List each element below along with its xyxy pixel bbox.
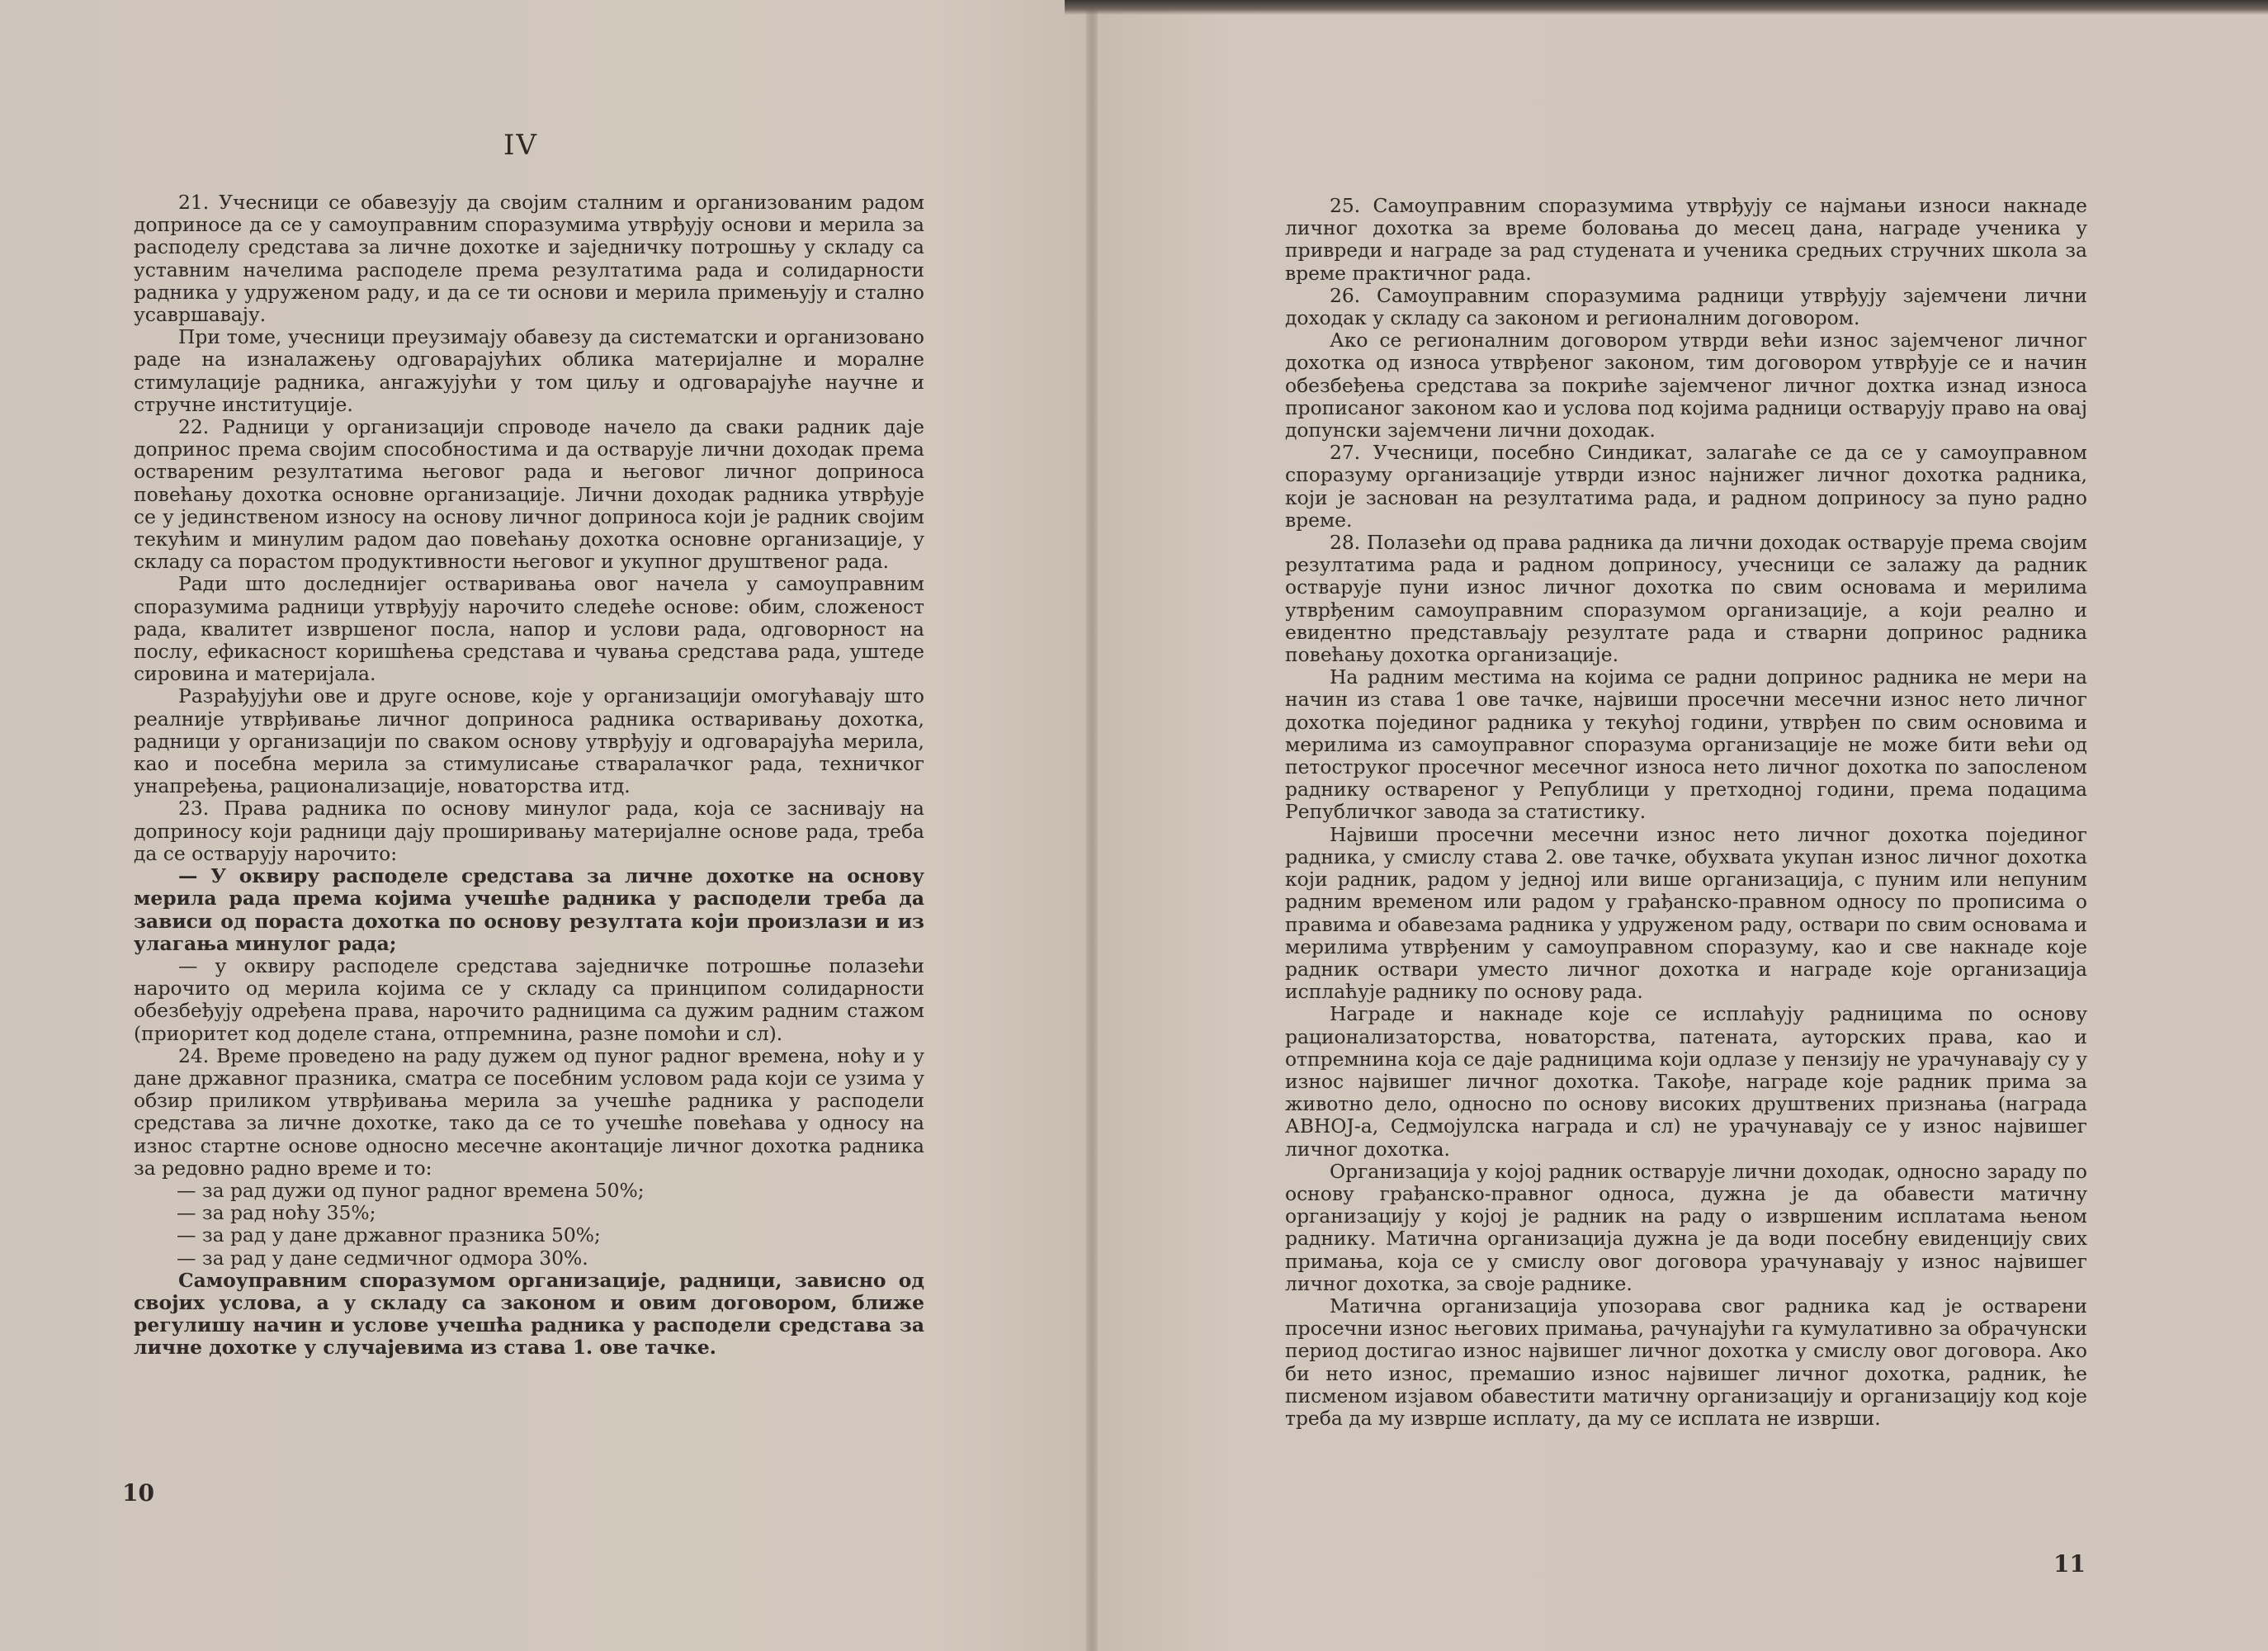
section-heading: IV [503,129,538,162]
list-item: — за рад дужи од пуног радног времена 50%; [177,1178,645,1202]
list-item: — за рад у дане државног празника 50%; [177,1223,601,1247]
paragraph: Разрађујући ове и друге основе, које у организацији омогућавају што реалније утврђивање личног доприноса радника остваривању дохотка, радници у организацији по сваком основу утврђују и одговарајућа мерила, као и посебна мерила за стимулисање стваралачког рада, техничког унапређења, рационализације, новаторства итд. [134,684,924,798]
list-item: — за рад у дане седмичног одмора 30%. [177,1246,588,1270]
paragraph-24: 24. Време проведено на раду дужем од пуног радног времена, ноћу и у дане државног празника, сматра се посебним условом рада који се узима у обзир приликом утврђивања мерила за учешће радника у расподели средстава за личне дохотке, тако да се то учешће повећава у односу на износ стартне основе односно месечне аконтације личног дохотка радника за редовно радно време и то: [134,1043,924,1180]
paragraph-21: 21. Учесници се обавезују да својим сталним и организованим радом доприносе да се у самоуправним споразумима утврђују основи и мерила за расподелу средстава за личне дохотке и заједничку потрошњу у складу са уставним начелима расподеле према резултатима рада и солидарности радника у удруженом раду, и да се ти основи и мерила примењују и стално усавршавају. [134,191,924,327]
paragraph-23: 23. Права радника по основу минулог рада, која се заснивају на доприносу који радници дају проширивању материјалне основе рада, треба да се остварују нарочито: [134,797,924,865]
page-number-right: 11 [2053,1550,2086,1578]
page-edge-shadow [1065,0,2268,15]
paragraph: На радним местима на којима се радни допринос радника не мери на начин из става 1 ове тачке, највиши просечни месечни износ нето личног дохотка појединог радника у текућој години, утврђен по свим основима и мерилима из самоуправног споразума организације не може бити већи од петоструког просечног месечног износа нето личног дохотка по запосленом раднику оствареног у Републици у претходној години, према подацима Републичког завода за статистику. [1285,665,2087,824]
paragraph: Самоуправним споразумом организације, радници, зависно од својих услова, а у складу са законом и овим договором, ближе регулишу начин и услове учешћа радника у расподели средстава за личне дохотке у случајевима из става 1. ове тачке. [134,1268,924,1360]
paragraph-27: 27. Учесници, посебно Синдикат, залагаће се да се у самоуправном споразуму организације утврди износ најнижег личног дохотка радника, који је заснован на резултатима рада, и радном доприносу за пуно радно време. [1285,441,2087,532]
paragraph: Ради што доследнијег остваривања овог начела у самоуправним споразумима радници утврђују нарочито следеће основе: обим, сложеност рада, квалитет извршеног посла, напор и услови рада, одговорност на послу, ефикасност коришћења средстава и чувања средстава рада, уштеде сировина и материјала. [134,572,924,686]
paragraph-22: 22. Радници у организацији спроводе начело да сваки радник даје допринос према својим способностима и да остварује лични доходак према оствареним резултатима његовог рада и његовог личног доприноса повећању дохотка основне организације. Лични доходак радника утврђује се у јединственом износу на основу личног доприноса који је радник својим текућим и минулим радом дао повећању дохотка основне организације, у складу са порастом продуктивности његовог и укупног друштвеног рада. [134,415,924,574]
paragraph-25: 25. Самоуправним споразумима утврђују се најмањи износи накнаде личног дохотка за време боловања до месец дана, награде ученика у привреди и награде за рад студената и ученика средњих стручних школа за време практичног рада. [1285,194,2087,285]
paragraph: Награде и накнаде које се исплаћују радницима по основу рационализаторства, новаторства, патената, ауторских права, као и отпремнина која се даје радницима који одлазе у пензију не урачунавају су у износ највишег личног дохотка. Такође, награде које радник прима за животно дело, односно по основу високих друштвених признања (награда АВНОЈ-а, Седмојулска награда и сл) не урачунавају се у износ највишег личног дохотка. [1285,1002,2087,1161]
page-number-left: 10 [122,1479,154,1507]
dash-item: — у оквиру расподеле средстава заједничке потрошње полазећи нарочито од мерила којима се у складу са принципом солидарности обезбеђују одређена права, нарочито радницима са дужим радним стажом (приоритет код доделе стана, отпремнина, разне помоћи и сл). [134,953,924,1045]
paragraph: Ако се регионалним договором утврди већи износ зајемченог личног дохотка од износа утврђеног законом, тим договором утврђује се и начин обезбеђења средстава за покриће зајемченог личног дохтка изнад износа прописаног законом као и услова под којима радници остварују право на овај допунски зајемчени лични доходак. [1285,329,2087,442]
paragraph: Организација у којој радник остварује лични доходак, односно зараду по основу грађанско-правног односа, дужна је да обавести матичну организацију у којој је радник на раду о извршеним исплатама њеном раднику. Матична организација дужна је да води посебну евиденцију свих примања, која се у смислу овог договора урачунавају у износ највишег личног дохотка, за своје раднике. [1285,1159,2087,1295]
list-item: — за рад ноћу 35%; [177,1201,376,1225]
book-gutter [1086,0,1098,1651]
right-page-text [1285,195,2087,1430]
paragraph: Матична организација упозорава свог радника кад је остварени просечни износ његових примања, рачунајући га кумулативно за обрачунски период достигао износ највишег личног дохотка у смислу овог договора. Ако би нето износ, премашио износ највишег личног дохотка, радник, ће писменом изјавом обавестити матичну организацију и организацију код које треба да му изврше исплату, да му се исплата не изврши. [1285,1294,2087,1430]
paragraph-28: 28. Полазећи од права радника да лични доходак остварује према својим резултатима рада и радном доприносу, учесници се залажу да радник остварује пуни износ личног дохотка по свим основама и мерилима утврђеним самоуправним споразумом организације, а који реално и евидентно представљају резултате рада и стварни допринос радника повећању дохотка организације. [1285,531,2087,667]
paragraph-26: 26. Самоуправним споразумима радници утврђују зајемчени лични доходак у складу са законом и регионалним договором. [1285,283,2087,330]
left-page-text [134,192,924,1360]
paragraph: При томе, учесници преузимају обавезу да систематски и организовано раде на изналажењу одговарајућих облика материјалне и моралне стимулације радника, ангажујући у том циљу и одговарајуће научне и стручне институције. [134,325,924,416]
paragraph: Највиши просечни месечни износ нето личног дохотка појединог радника, у смислу става 2. ове тачке, обухвата укупан износ личног дохотка који радник, радом у једној или више организација, с пуним или непуним радним временом или радом у грађанско-правном односу по прописима о правима и обавезама радника у удруженом раду, оствари по свим основама и мерилима утврђеним у самоуправном споразуму, као и све накнаде које радник оствари уместо личног дохотка и награде које организација исплаћује раднику по основу рада. [1285,822,2087,1004]
dash-item: — У оквиру расподеле средстава за личне дохотке на основу мерила рада према којима учешће радника у расподели треба да зависи од пораста дохотка по основу резултата који произлази и из улагања минулог рада; [134,864,924,955]
